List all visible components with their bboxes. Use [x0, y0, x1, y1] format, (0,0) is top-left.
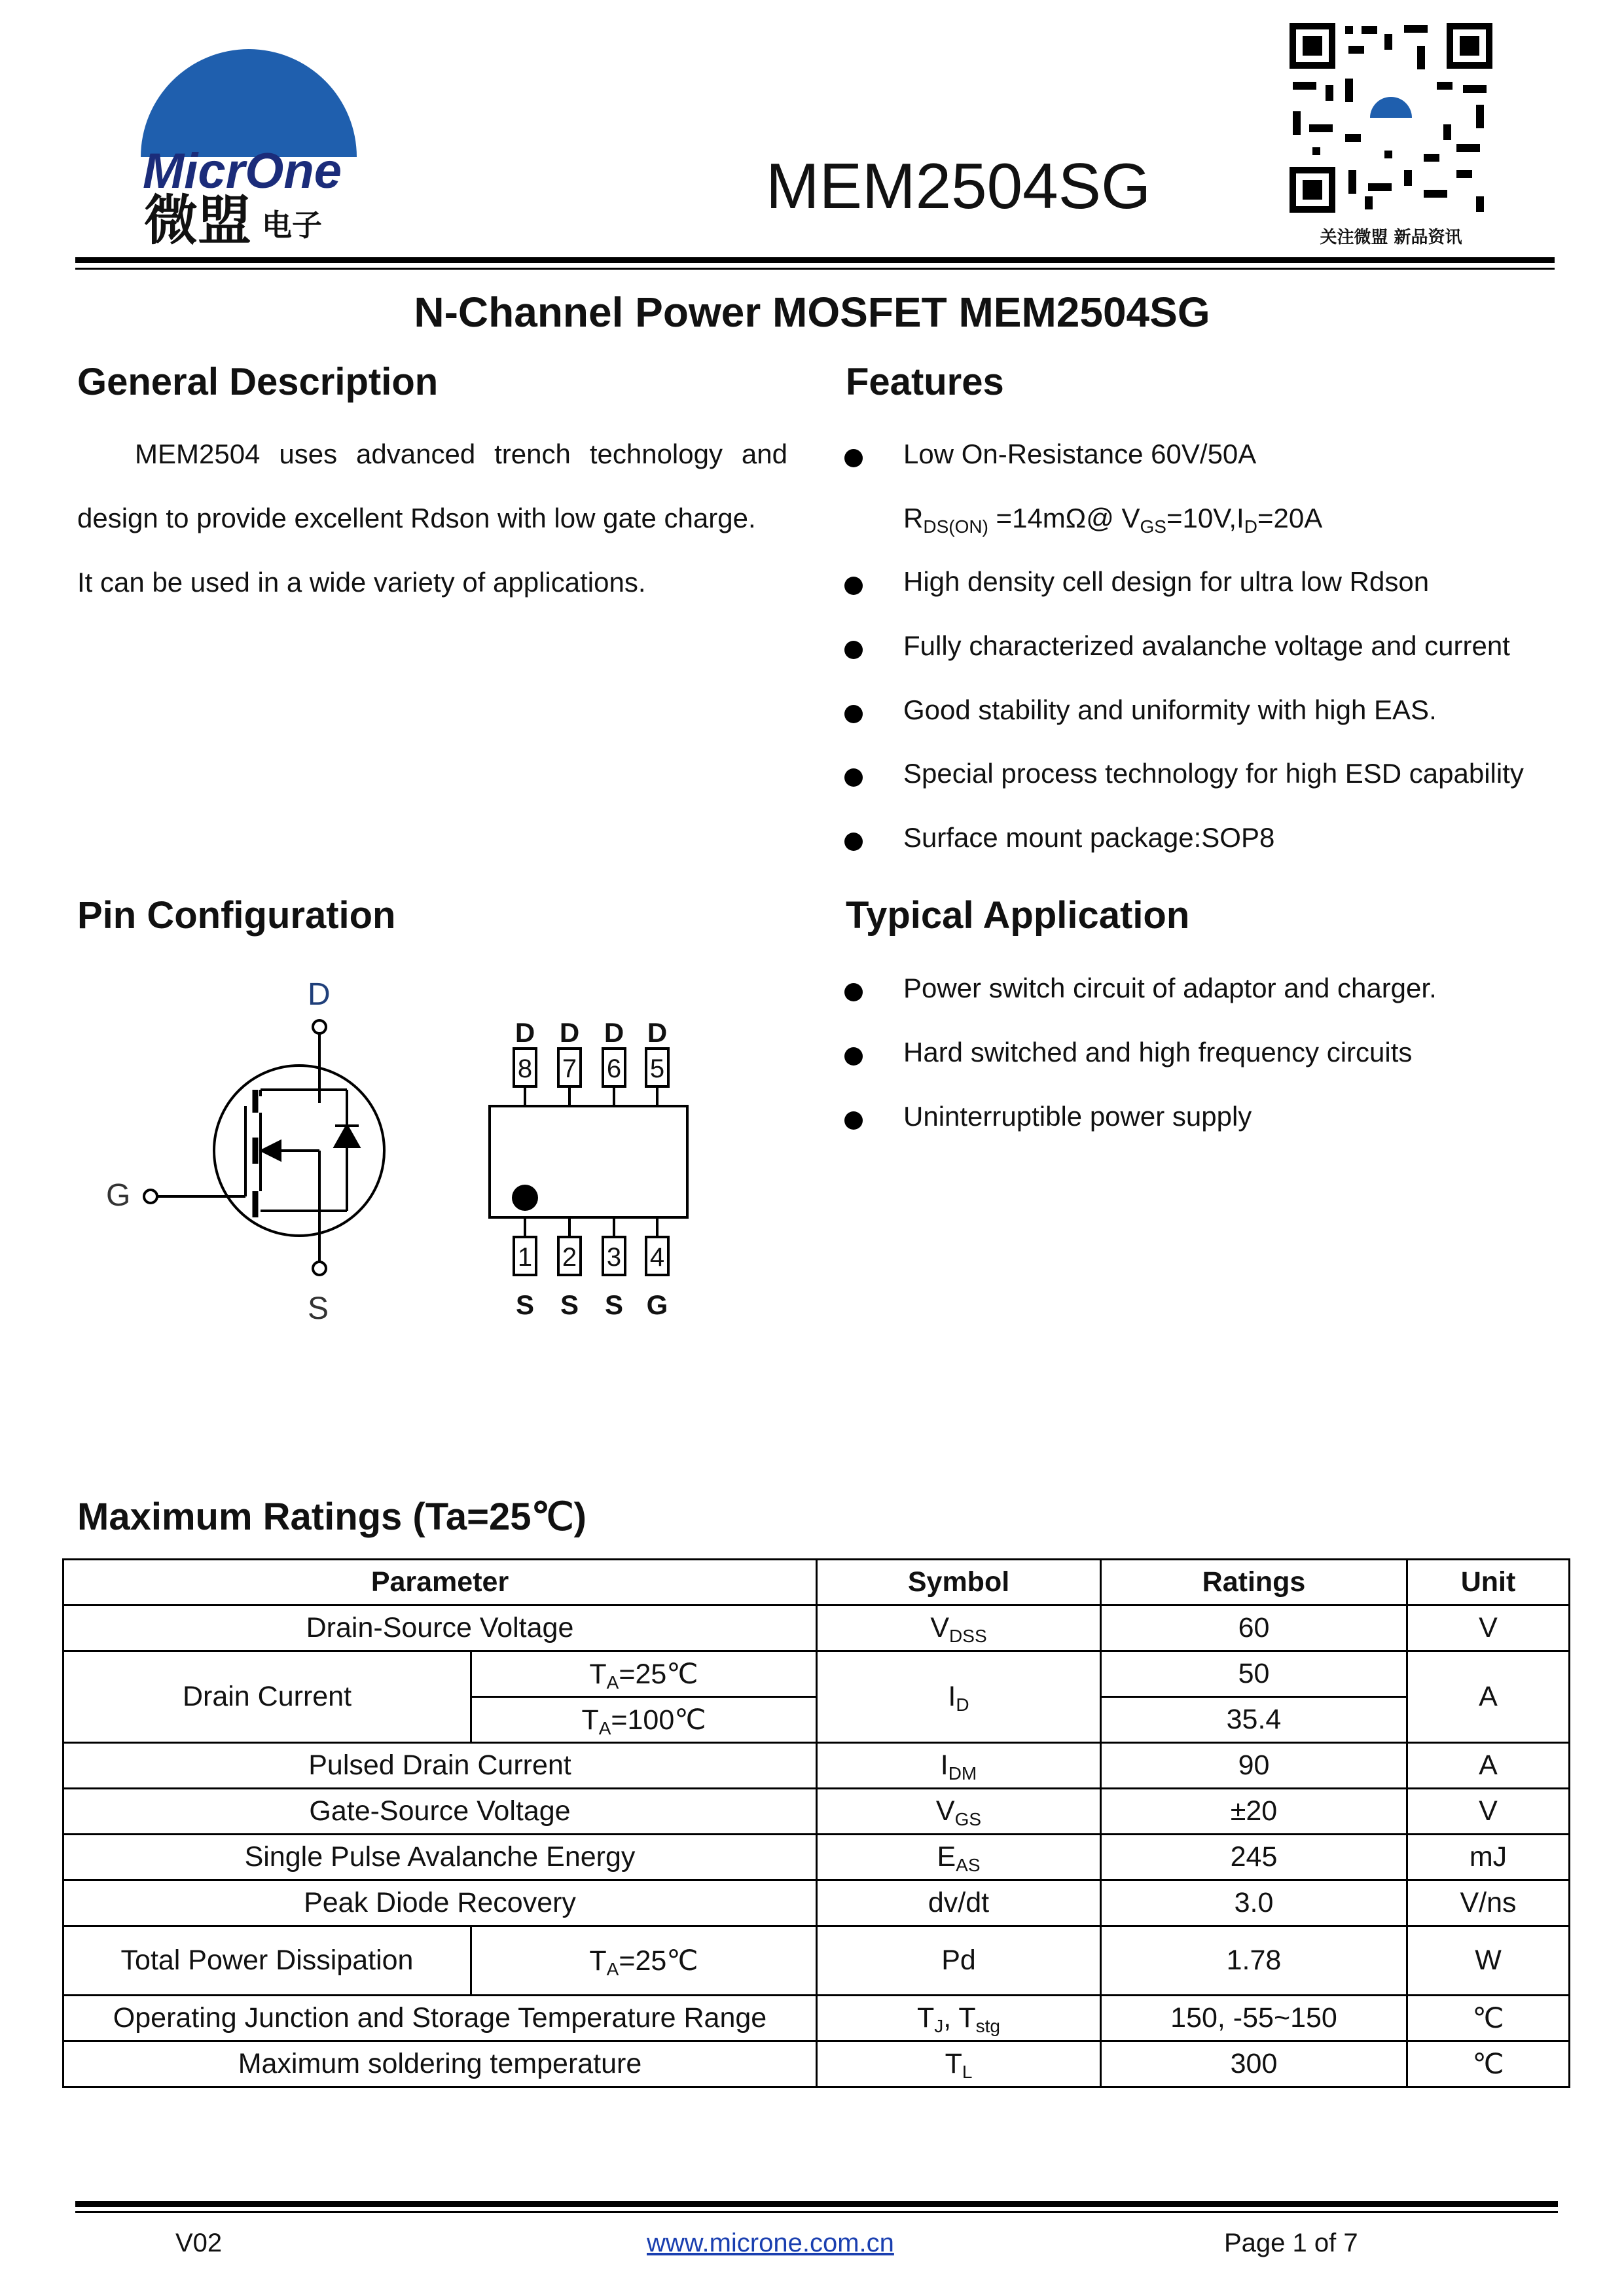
table-row [63, 1743, 1570, 1789]
cell-rating: 60 [1101, 1605, 1407, 1651]
cell-parameter: Peak Diode Recovery [63, 1880, 817, 1926]
gate-label: G [106, 1178, 131, 1213]
features-heading: Features [846, 361, 1004, 403]
top-pin-label: D [647, 1017, 668, 1048]
logo-cn-small: 电子 [262, 207, 322, 243]
footer-rule-thin [75, 2211, 1558, 2213]
general-description-heading: General Description [77, 361, 439, 403]
top-pin-number: 7 [562, 1054, 577, 1083]
bullet-icon [844, 1111, 863, 1130]
bullet-icon [844, 641, 863, 659]
footer-page-number: Page 1 of 7 [1224, 2229, 1358, 2257]
cell-parameter: Pulsed Drain Current [63, 1743, 817, 1789]
bullet-icon [844, 449, 863, 467]
pin1-marker-icon [512, 1185, 538, 1211]
feature-item: Special process technology for high ESD capability [903, 758, 1524, 789]
cell-unit: mJ [1407, 1835, 1570, 1880]
table-row [63, 1926, 1570, 1996]
bullet-icon [844, 983, 863, 1001]
table-row [63, 1605, 1570, 1651]
cell-symbol: $V_{DSS}$ [817, 1605, 1101, 1651]
cell-unit: A [1407, 1651, 1570, 1743]
logo-wordmark: MicrOne [143, 143, 342, 199]
cell-rating: 3.0 [1101, 1880, 1407, 1926]
feature-item: Low On-Resistance 60V/50A [903, 439, 1257, 469]
part-number-header: MEM2504SG [766, 150, 1151, 222]
header-rule-thick [75, 257, 1555, 263]
mosfet-symbol [98, 975, 399, 1342]
cell-unit: V [1407, 1789, 1570, 1835]
maximum-ratings-table [62, 1558, 1570, 2088]
cell-condition: $T_A=100℃$ [471, 1697, 817, 1743]
cell-symbol: $I_{DM}$ [817, 1743, 1101, 1789]
logo-cn: 微盟 [144, 190, 252, 245]
bottom-pin-label: S [604, 1289, 624, 1320]
cell-symbol: $E_{AS}$ [817, 1835, 1101, 1880]
cell-symbol: $I_D$ [817, 1651, 1101, 1743]
bottom-pin-label: S [515, 1289, 535, 1320]
table-row [63, 1880, 1570, 1926]
desc-line-3: It can be used in a wide variety of applications. [77, 567, 646, 598]
cell-parameter: Single Pulse Avalanche Energy [63, 1835, 817, 1880]
top-pin-number: 6 [606, 1054, 622, 1083]
bottom-pin-label: S [560, 1289, 579, 1320]
cell-unit: ℃ [1407, 1996, 1570, 2041]
application-item: Hard switched and high frequency circuits [903, 1037, 1413, 1067]
cell-symbol: $T_L$ [817, 2041, 1101, 2087]
cell-condition: $T_A=25℃$ [471, 1651, 817, 1697]
cell-condition: $T_A=25℃$ [471, 1926, 817, 1996]
bottom-pin-label: G [646, 1289, 668, 1320]
cell-rating: 150, -55~150 [1101, 1996, 1407, 2041]
cell-parameter: Gate-Source Voltage [63, 1789, 817, 1835]
qr-caption: 关注微盟 新品资讯 [1320, 228, 1462, 247]
pin-configuration-heading: Pin Configuration [77, 894, 396, 937]
bottom-pin-number: 1 [517, 1243, 533, 1272]
top-pin-number: 8 [517, 1054, 533, 1083]
top-pin-number: 5 [649, 1054, 665, 1083]
feature-item: Good stability and uniformity with high EAS. [903, 694, 1437, 725]
bottom-pin-number: 4 [649, 1243, 665, 1272]
table-row [63, 1651, 1570, 1697]
source-label: S [308, 1291, 329, 1326]
header-parameter: Parameter [63, 1560, 817, 1605]
cell-symbol: $T_J$, $T_{stg}$ [817, 1996, 1101, 2041]
footer-website-link[interactable]: www.microne.com.cn [647, 2229, 894, 2257]
cell-rating: 35.4 [1101, 1697, 1407, 1743]
bullet-icon [844, 1047, 863, 1066]
cell-parameter: Operating Junction and Storage Temperature Range [63, 1996, 817, 2041]
qr-code [1286, 20, 1496, 216]
sop8-package-diagram [484, 1008, 707, 1329]
bullet-icon [844, 833, 863, 851]
cell-unit: V [1407, 1605, 1570, 1651]
cell-rating: 1.78 [1101, 1926, 1407, 1996]
table-row [63, 1835, 1570, 1880]
cell-symbol: $V_{GS}$ [817, 1789, 1101, 1835]
typical-application-heading: Typical Application [846, 894, 1190, 937]
feature-item: High density cell design for ultra low Rdson [903, 566, 1430, 597]
cell-parameter: Total Power Dissipation [63, 1926, 471, 1996]
top-pin-label: D [604, 1017, 624, 1048]
application-item: Power switch circuit of adaptor and charger. [903, 973, 1437, 1003]
application-item: Uninterruptible power supply [903, 1101, 1252, 1132]
table-row [63, 2041, 1570, 2087]
header-symbol: Symbol [817, 1560, 1101, 1605]
cell-unit: ℃ [1407, 2041, 1570, 2087]
feature-rdson: $R_{DS(ON)}$ =14mΩ@ $V_{GS}=10V,I_D=20A$ [903, 503, 1323, 537]
bottom-pin-number: 3 [606, 1243, 622, 1272]
top-pin-label: D [559, 1017, 580, 1048]
company-logo [131, 36, 367, 245]
header-ratings: Ratings [1101, 1560, 1407, 1605]
bottom-pin-number: 2 [562, 1243, 577, 1272]
top-pin-label: D [514, 1017, 535, 1048]
cell-rating: 50 [1101, 1651, 1407, 1697]
feature-item: Surface mount package:SOP8 [903, 822, 1275, 853]
drain-label: D [308, 977, 331, 1012]
cell-rating: 245 [1101, 1835, 1407, 1880]
cell-symbol: dv/dt [817, 1880, 1101, 1926]
footer-rule-thick [75, 2201, 1558, 2207]
cell-unit: W [1407, 1926, 1570, 1996]
footer-version: V02 [175, 2229, 223, 2257]
document-title: N-Channel Power MOSFET MEM2504SG [414, 289, 1210, 336]
cell-unit: V/ns [1407, 1880, 1570, 1926]
table-header-row [63, 1560, 1570, 1605]
maximum-ratings-heading: Maximum Ratings (Ta=25℃) [77, 1496, 586, 1538]
cell-unit: A [1407, 1743, 1570, 1789]
cell-symbol: Pd [817, 1926, 1101, 1996]
cell-parameter: Drain-Source Voltage [63, 1605, 817, 1651]
cell-rating: ±20 [1101, 1789, 1407, 1835]
table-row [63, 1789, 1570, 1835]
bullet-icon [844, 577, 863, 595]
table-row [63, 1996, 1570, 2041]
cell-rating: 300 [1101, 2041, 1407, 2087]
bullet-icon [844, 705, 863, 723]
bullet-icon [844, 768, 863, 787]
desc-line-2: design to provide excellent Rdson with low gate charge. [77, 503, 756, 533]
desc-line-1: MEM2504 uses advanced trench technology and [135, 439, 787, 469]
cell-parameter: Maximum soldering temperature [63, 2041, 817, 2087]
header-unit: Unit [1407, 1560, 1570, 1605]
feature-item: Fully characterized avalanche voltage and current [903, 630, 1510, 661]
cell-parameter: Drain Current [63, 1651, 471, 1743]
cell-rating: 90 [1101, 1743, 1407, 1789]
header-rule-thin [75, 268, 1555, 270]
